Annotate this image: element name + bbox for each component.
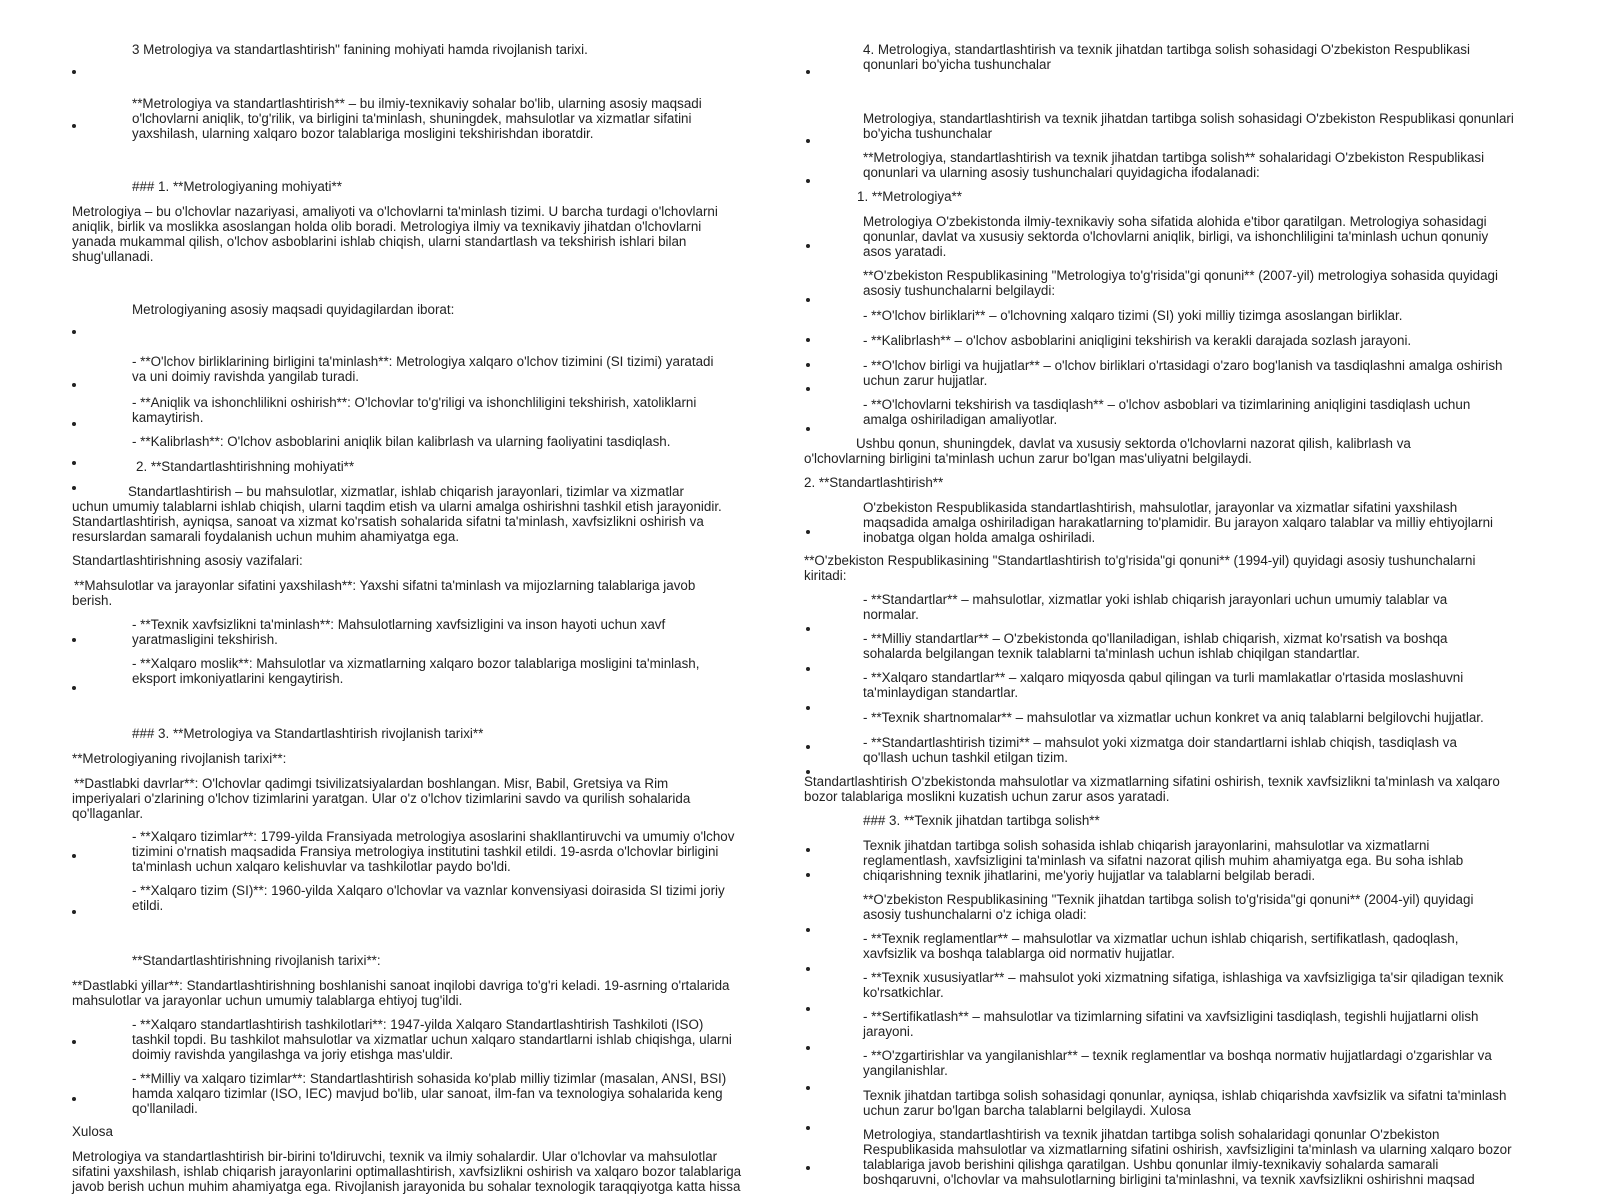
paragraph-line: Standartlashtirish, ayniqsa, sanoat va xizmat ko'rsatish sohalarida sifatni ta'minlash, xavfsizlikni oshirish va <box>72 514 704 529</box>
paragraph-line: hamda xalqaro tizimlar (ISO, IEC) mavjud bo'lib, ular sanoat, ilm-fan va texnologiya sohalarida keng <box>132 1086 723 1101</box>
paragraph-line: - **O'lchov birliklari** – o'lchovning xalqaro tizimi (SI) yoki milliy tizimga asoslangan birliklar. <box>863 308 1403 323</box>
bullet-dot <box>806 1007 810 1011</box>
bullet-dot <box>806 1126 810 1130</box>
paragraph-line: - **Xalqaro tizimlar**: 1799-yilda Fransiyada metrologiya asoslarini shakllantiruvchi va umumiy o'lchov <box>132 829 735 844</box>
paragraph-line: etildi. <box>132 898 164 913</box>
paragraph-line: qo'llash uchun tashkil etilgan tizim. <box>863 750 1069 765</box>
paragraph-line: O'zbekiston Respublikasida standartlashtirish, mahsulotlar, jarayonlar va xizmatlar sifatini yaxshilash <box>863 500 1458 515</box>
paragraph-line: - **O'zgartirishlar va yangilanishlar** – texnik reglamentlar va boshqa normativ hujjatlardagi o'zgarishlar va <box>863 1048 1492 1063</box>
paragraph-line: reglamentlash, xavfsizligini ta'minlash va sifatni nazorat qilish muhim ahamiyatga ega. Bu soha ishlab <box>863 853 1464 868</box>
bullet-dot <box>806 928 810 932</box>
paragraph-line: - **Standartlashtirish tizimi** – mahsulot yoki xizmatga doir standartlarni ishlab chiqish, tasdiqlash va <box>863 735 1457 750</box>
paragraph-line: ### 3. **Metrologiya va Standartlashtirish rivojlanish tarixi** <box>132 726 484 741</box>
bullet-dot <box>72 486 76 490</box>
paragraph-line: - **O'lchovlarni tekshirish va tasdiqlash** – o'lchov asboblari va tizimlarining aniqligini tasdiqlash uchun <box>863 397 1471 412</box>
bullet-dot <box>72 686 76 690</box>
bullet-dot <box>806 1166 810 1170</box>
bullet-dot <box>72 1040 76 1044</box>
paragraph-line: **Dastlabki yillar**: Standartlashtirishning boshlanishi sanoat inqilobi davriga to'g'ri keladi. 19-asrning o'rtalarida <box>72 978 730 993</box>
paragraph-line: Metrologiya O'zbekistonda ilmiy-texnikaviy soha sifatida alohida e'tibor qaratilgan. Metrologiya sohasidagi <box>863 214 1487 229</box>
paragraph-line: Metrologiyaning asosiy maqsadi quyidagilardan iborat: <box>132 302 455 317</box>
paragraph-line: 2. **Standartlashtirishning mohiyati** <box>136 459 355 474</box>
bullet-dot <box>806 530 810 534</box>
bullet-dot <box>806 298 810 302</box>
paragraph-line: **O'zbekiston Respublikasining "Texnik jihatdan tartibga solish to'g'risida"gi qonuni** (2004-yil) quyidagi <box>863 892 1474 907</box>
paragraph-line: - **Xalqaro tizim (SI)**: 1960-yilda Xalqaro o'lchovlar va vaznlar konvensiyasi doirasida SI tizimi joriy <box>132 883 725 898</box>
paragraph-line: - **Aniqlik va ishonchlilikni oshirish**: O'lchovlar to'g'riligi va ishonchliligini tekshirish, xatoliklarni <box>132 395 697 410</box>
bullet-dot <box>806 1086 810 1090</box>
paragraph-line: - **Xalqaro moslik**: Mahsulotlar va xizmatlarning xalqaro bozor talablariga mosligini ta'minlash, <box>132 656 700 671</box>
paragraph-line: Texnik jihatdan tartibga solish sohasida ishlab chiqarish jarayonlarini, mahsulotlar va xizmatlarni <box>863 838 1430 853</box>
paragraph-line: - **Standartlar** – mahsulotlar, xizmatlar yoki ishlab chiqarish jarayonlari uchun umumiy talablar va <box>863 592 1448 607</box>
paragraph-line: resurslardan samarali foydalanish uchun muhim ahamiyatga ega. <box>72 529 460 544</box>
paragraph-line: ### 3. **Texnik jihatdan tartibga solish** <box>863 813 1100 828</box>
paragraph-line: qonunlari bo'yicha tushunchalar <box>863 57 1051 72</box>
paragraph-line: **Metrologiyaning rivojlanish tarixi**: <box>72 751 287 766</box>
paragraph-line: - **Kalibrlash**: O'lchov asboblarini aniqlik bilan kalibrlash va ularning faoliyatini tasdiqlash. <box>132 434 671 449</box>
bullet-dot <box>806 706 810 710</box>
paragraph-line: talablariga javob berishini qilishga qaratilgan. Ushbu qonunlar ilmiy-texnikaviy sohalarda samarali <box>863 1157 1439 1172</box>
paragraph-line: amalga oshiriladigan amaliyotlar. <box>863 412 1058 427</box>
paragraph-line: tizimini o'rnatish maqsadida Fransiya metrologiya institutini tashkil etildi. 19-asrda o'lchovlar birligini <box>132 844 719 859</box>
bullet-dot <box>806 770 810 774</box>
paragraph-line: eksport imkoniyatlarini kengaytirish. <box>132 671 344 686</box>
paragraph-line: - **Milliy standartlar** – O'zbekistonda qo'llaniladigan, ishlab chiqarish, xizmat ko'rsatish va boshqa <box>863 631 1448 646</box>
paragraph-line: kiritadi: <box>804 568 847 583</box>
paragraph-line: yanada mukammal qilish, o'lchov asboblarini ishlab chiqish, ularni standartlash va tekshirish ishlari bilan <box>72 234 687 249</box>
paragraph-line: inobatga olgan holda amalga oshiriladi. <box>863 530 1096 545</box>
paragraph-line: - **Kalibrlash** – o'lchov asboblarini aniqligini tekshirish va kerakli darajada sozlash jarayoni. <box>863 333 1412 348</box>
paragraph-line: qo'llaganlar. <box>72 806 144 821</box>
bullet-dot <box>806 1046 810 1050</box>
paragraph-line: **Mahsulotlar va jarayonlar sifatini yaxshilash**: Yaxshi sifatni ta'minlash va mijozlarning talablariga javob <box>74 578 696 593</box>
paragraph-line: asos yaratadi. <box>863 244 947 259</box>
paragraph-line: **Dastlabki davrlar**: O'lchovlar qadimgi tsivilizatsiyalardan boshlangan. Misr, Babil, Gretsiya va Rim <box>74 776 669 791</box>
paragraph-line: - **Sertifikatlash** – mahsulotlar va tizimlarning sifatini va xavfsizligini tasdiqlash, tegishli hujjatlarni olish <box>863 1009 1479 1024</box>
paragraph-line: qonunlari va ularning asosiy tushunchalari quyidagicha ifodalanadi: <box>863 165 1260 180</box>
bullet-dot <box>72 910 76 914</box>
paragraph-line: **Metrologiya va standartlashtirish** – bu ilmiy-texnikaviy sohalar bo'lib, ularning asosiy maqsadi <box>132 96 702 111</box>
bullet-dot <box>806 363 810 367</box>
paragraph-line: Respublikasida mahsulotlar va xizmatlarning sifatini oshirish, xavfsizligini ta'minlash va ularning xalqaro bozor <box>863 1142 1512 1157</box>
paragraph-line: 1. **Metrologiya** <box>857 189 962 204</box>
paragraph-line: ko'rsatkichlar. <box>863 985 944 1000</box>
paragraph-line: maqsadida amalga oshiriladigan harakatlarning to'plamidir. Bu jarayon xalqaro talablar va milliy ehtiyojlarni <box>863 515 1494 530</box>
paragraph-line: Metrologiya va standartlashtirish bir-birini to'ldiruvchi, texnik va ilmiy sohalardir. Ular o'lchovlar va mahsulotlar <box>72 1149 718 1164</box>
paragraph-line: boshqaruvni, o'lchovlar va mahsulotlarning birligini ta'minlashni, va texnik xavfsizlikni oshirishni maqsad <box>863 1172 1475 1187</box>
bullet-dot <box>806 745 810 749</box>
paragraph-line: **Standartlashtirishning rivojlanish tarixi**: <box>132 953 381 968</box>
paragraph-line: tashkil topdi. Bu tashkilot mahsulotlar va xizmatlar uchun xalqaro standartlarni ishlab chiqishga, ularni <box>132 1032 732 1047</box>
bullet-dot <box>806 667 810 671</box>
bullet-dot <box>806 848 810 852</box>
paragraph-line: shug'ullanadi. <box>72 249 154 264</box>
bullet-dot <box>72 124 76 128</box>
paragraph-line: uchun zarur bo'lgan barcha talablarni belgilaydi. Xulosa <box>863 1103 1191 1118</box>
bullet-dot <box>806 338 810 342</box>
bullet-dot <box>806 967 810 971</box>
paragraph-line: - **O'lchov birliklarining birligini ta'minlash**: Metrologiya xalqaro o'lchov tizimini (SI tizimi) yaratadi <box>132 354 714 369</box>
paragraph-line: ### 1. **Metrologiyaning mohiyati** <box>132 179 342 194</box>
paragraph-line: - **Texnik shartnomalar** – mahsulotlar va xizmatlar uchun konkret va aniq talablarni belgilovchi hujjatlar. <box>863 710 1484 725</box>
paragraph-line: - **Texnik xususiyatlar** – mahsulot yoki xizmatning sifatiga, ishlashiga va xavfsizligiga ta'sir qiladigan texnik <box>863 970 1504 985</box>
bullet-dot <box>806 139 810 143</box>
paragraph-line: Texnik jihatdan tartibga solish sohasidagi qonunlar, ayniqsa, ishlab chiqarishda xavfsizlik va sifatni ta'minlash <box>863 1088 1507 1103</box>
bullet-dot <box>806 70 810 74</box>
paragraph-line: normalar. <box>863 607 919 622</box>
bullet-dot <box>72 854 76 858</box>
paragraph-line: va uni doimiy ravishda yangilab turadi. <box>132 369 360 384</box>
bullet-dot <box>72 638 76 642</box>
paragraph-line: Standartlashtirishning asosiy vazifalari: <box>72 553 303 568</box>
paragraph-line: yaratmasligini tekshirish. <box>132 632 278 647</box>
paragraph-line: Metrologiya, standartlashtirish va texnik jihatdan tartibga solish sohalaridagi qonunlar O'zbekiston <box>863 1127 1440 1142</box>
paragraph-line: 4. Metrologiya, standartlashtirish va texnik jihatdan tartibga solish sohasidagi O'zbekiston Respublikasi <box>863 42 1470 57</box>
paragraph-line: asosiy tushunchalarni o'z ichiga oladi: <box>863 907 1087 922</box>
paragraph-line: mahsulotlar va jarayonlar uchun umumiy talablarga ehtiyoj tug'ildi. <box>72 993 463 1008</box>
paragraph-line: Standartlashtirish O'zbekistonda mahsulotlar va xizmatlarning sifatini oshirish, texnik xavfsizlikni ta'minlash va xalqaro <box>804 774 1500 789</box>
bullet-dot <box>72 330 76 334</box>
paragraph-line: **O'zbekiston Respublikasining "Metrologiya to'g'risida"gi qonuni** (2007-yil) metrologiya sohasida quyidagi <box>863 268 1498 283</box>
paragraph-line: ta'minlaydigan standartlar. <box>863 685 1019 700</box>
paragraph-line: Metrologiya, standartlashtirish va texnik jihatdan tartibga solish sohasidagi O'zbekiston Respublikasi qonunlari <box>863 111 1514 126</box>
paragraph-line: doimiy ravishda yangilashga va joriy etishga mas'uldir. <box>132 1047 454 1062</box>
paragraph-line: o'lchovlarning birligini ta'minlash uchun zarur bo'lgan mas'uliyatni belgilaydi. <box>804 451 1252 466</box>
paragraph-line: - **Xalqaro standartlashtirish tashkilotlari**: 1947-yilda Xalqaro Standartlashtirish Tashkiloti (ISO) <box>132 1017 704 1032</box>
paragraph-line: - **Milliy va xalqaro tizimlar**: Standartlashtirish sohasida ko'plab milliy tizimlar (masalan, ANSI, BSI) <box>132 1071 727 1086</box>
bullet-dot <box>806 427 810 431</box>
paragraph-line: chiqarishning texnik jihatlarini, me'yoriy hujjatlar va talablarni belgilab beradi. <box>863 868 1316 883</box>
paragraph-line: yangilanishlar. <box>863 1063 948 1078</box>
bullet-dot <box>72 422 76 426</box>
paragraph-line: jarayoni. <box>863 1024 914 1039</box>
paragraph-line: imperiyalari o'zlarining o'lchov tizimlarini yaratgan. Ular o'z o'lchov tizimlarini savdo va qurilish sohalarida <box>72 791 691 806</box>
bullet-dot <box>806 179 810 183</box>
paragraph-line: qo'llaniladi. <box>132 1101 198 1116</box>
paragraph-line: Metrologiya – bu o'lchovlar nazariyasi, amaliyoti va o'lchovlarni ta'minlash tizimi. U barcha turdagi o'lchovlarni <box>72 204 718 219</box>
bullet-dot <box>806 387 810 391</box>
bullet-dot <box>72 1097 76 1101</box>
paragraph-line: aniqlik, birlik va moslikka asoslangan holda olib boradi. Metrologiya ilmiy va texnikaviy jihatdan o'lchovlarni <box>72 219 702 234</box>
bullet-dot <box>72 461 76 465</box>
paragraph-line: bozor talablariga moslikni kuzatish uchun zarur asos yaratadi. <box>804 789 1170 804</box>
paragraph-line: xavfsizlik va boshqa talablarga oid normativ hujjatlar. <box>863 946 1175 961</box>
paragraph-line: - **Xalqaro standartlar** – xalqaro miqyosda qabul qilingan va turli mamlakatlar o'rtasida moslashuvni <box>863 670 1464 685</box>
paragraph-line: Ushbu qonun, shuningdek, davlat va xususiy sektorda o'lchovlarni nazorat qilish, kalibrlash va <box>856 436 1411 451</box>
paragraph-line: sifatini yaxshilash, ishlab chiqarish jarayonlarini optimallashtirish, xavfsizlikni oshirish va xalqaro bozor talablariga <box>72 1164 742 1179</box>
bullet-dot <box>806 627 810 631</box>
paragraph-line: **Metrologiya, standartlashtirish va texnik jihatdan tartibga solish** sohalaridagi O'zbekiston Respublikasi <box>863 150 1485 165</box>
paragraph-line: asosiy tushunchalarni belgilaydi: <box>863 283 1056 298</box>
paragraph-line: 2. **Standartlashtirish** <box>804 475 944 490</box>
bullet-dot <box>72 70 76 74</box>
paragraph-line: bo'yicha tushunchalar <box>863 126 993 141</box>
bullet-dot <box>806 244 810 248</box>
paragraph-line: uchun zarur hujjatlar. <box>863 373 988 388</box>
paragraph-line: uchun umumiy talablarni ishlab chiqish, ularni taqdim etish va ularni amalga oshirishni tashkil etish jarayonidir. <box>72 499 722 514</box>
bullet-dot <box>72 383 76 387</box>
paragraph-line: - **Texnik xavfsizlikni ta'minlash**: Mahsulotlarning xavfsizligini va inson hayoti uchun xavf <box>132 617 666 632</box>
paragraph-line: berish. <box>72 593 113 608</box>
paragraph-line: qonunlar, davlat va xususiy sektorda o'lchovlarni aniqlik, birligi, va ishonchliligini ta'minlash uchun qonuniy <box>863 229 1489 244</box>
paragraph-line: - **O'lchov birligi va hujjatlar** – o'lchov birliklari o'rtasidagi o'zaro bog'lanish va tasdiqlashni amalga oshirish <box>863 358 1503 373</box>
paragraph-line: Standartlashtirish – bu mahsulotlar, xizmatlar, ishlab chiqarish jarayonlari, tizimlar va xizmatlar <box>128 484 684 499</box>
paragraph-line: **O'zbekiston Respublikasining "Standartlashtirish to'g'risida"gi qonuni** (1994-yil) quyidagi asosiy tushunchalarni <box>804 553 1476 568</box>
paragraph-line: yaxshilash, ularning xalqaro bozor talablariga mosligini tekshirishdan iboratdir. <box>132 126 594 141</box>
paragraph-line: sohalarda belgilangan texnik talablarni ta'minlash uchun ishlab chiqilgan standartlar. <box>863 646 1360 661</box>
paragraph-line: - **Texnik reglamentlar** – mahsulotlar va xizmatlar uchun ishlab chiqarish, sertifikatlash, qadoqlash, <box>863 931 1459 946</box>
paragraph-line: ta'minlash uchun xalqaro kelishuvlar va tashkilotlar paydo bo'ldi. <box>132 859 511 874</box>
paragraph-line: 3 Metrologiya va standartlashtirish" fanining mohiyati hamda rivojlanish tarixi. <box>132 42 588 57</box>
paragraph-line: o'lchovlarni aniqlik, to'g'rilik, va birligini ta'minlash, shuningdek, mahsulotlar va xizmatlar sifatini <box>132 111 692 126</box>
paragraph-line: Xulosa <box>72 1124 113 1139</box>
bullet-dot <box>806 873 810 877</box>
paragraph-line: javob berish uchun muhim ahamiyatga ega. Rivojlanish jarayonida bu sohalar texnologik taraqqiyotga katta hissa <box>72 1179 741 1194</box>
paragraph-line: kamaytirish. <box>132 410 204 425</box>
